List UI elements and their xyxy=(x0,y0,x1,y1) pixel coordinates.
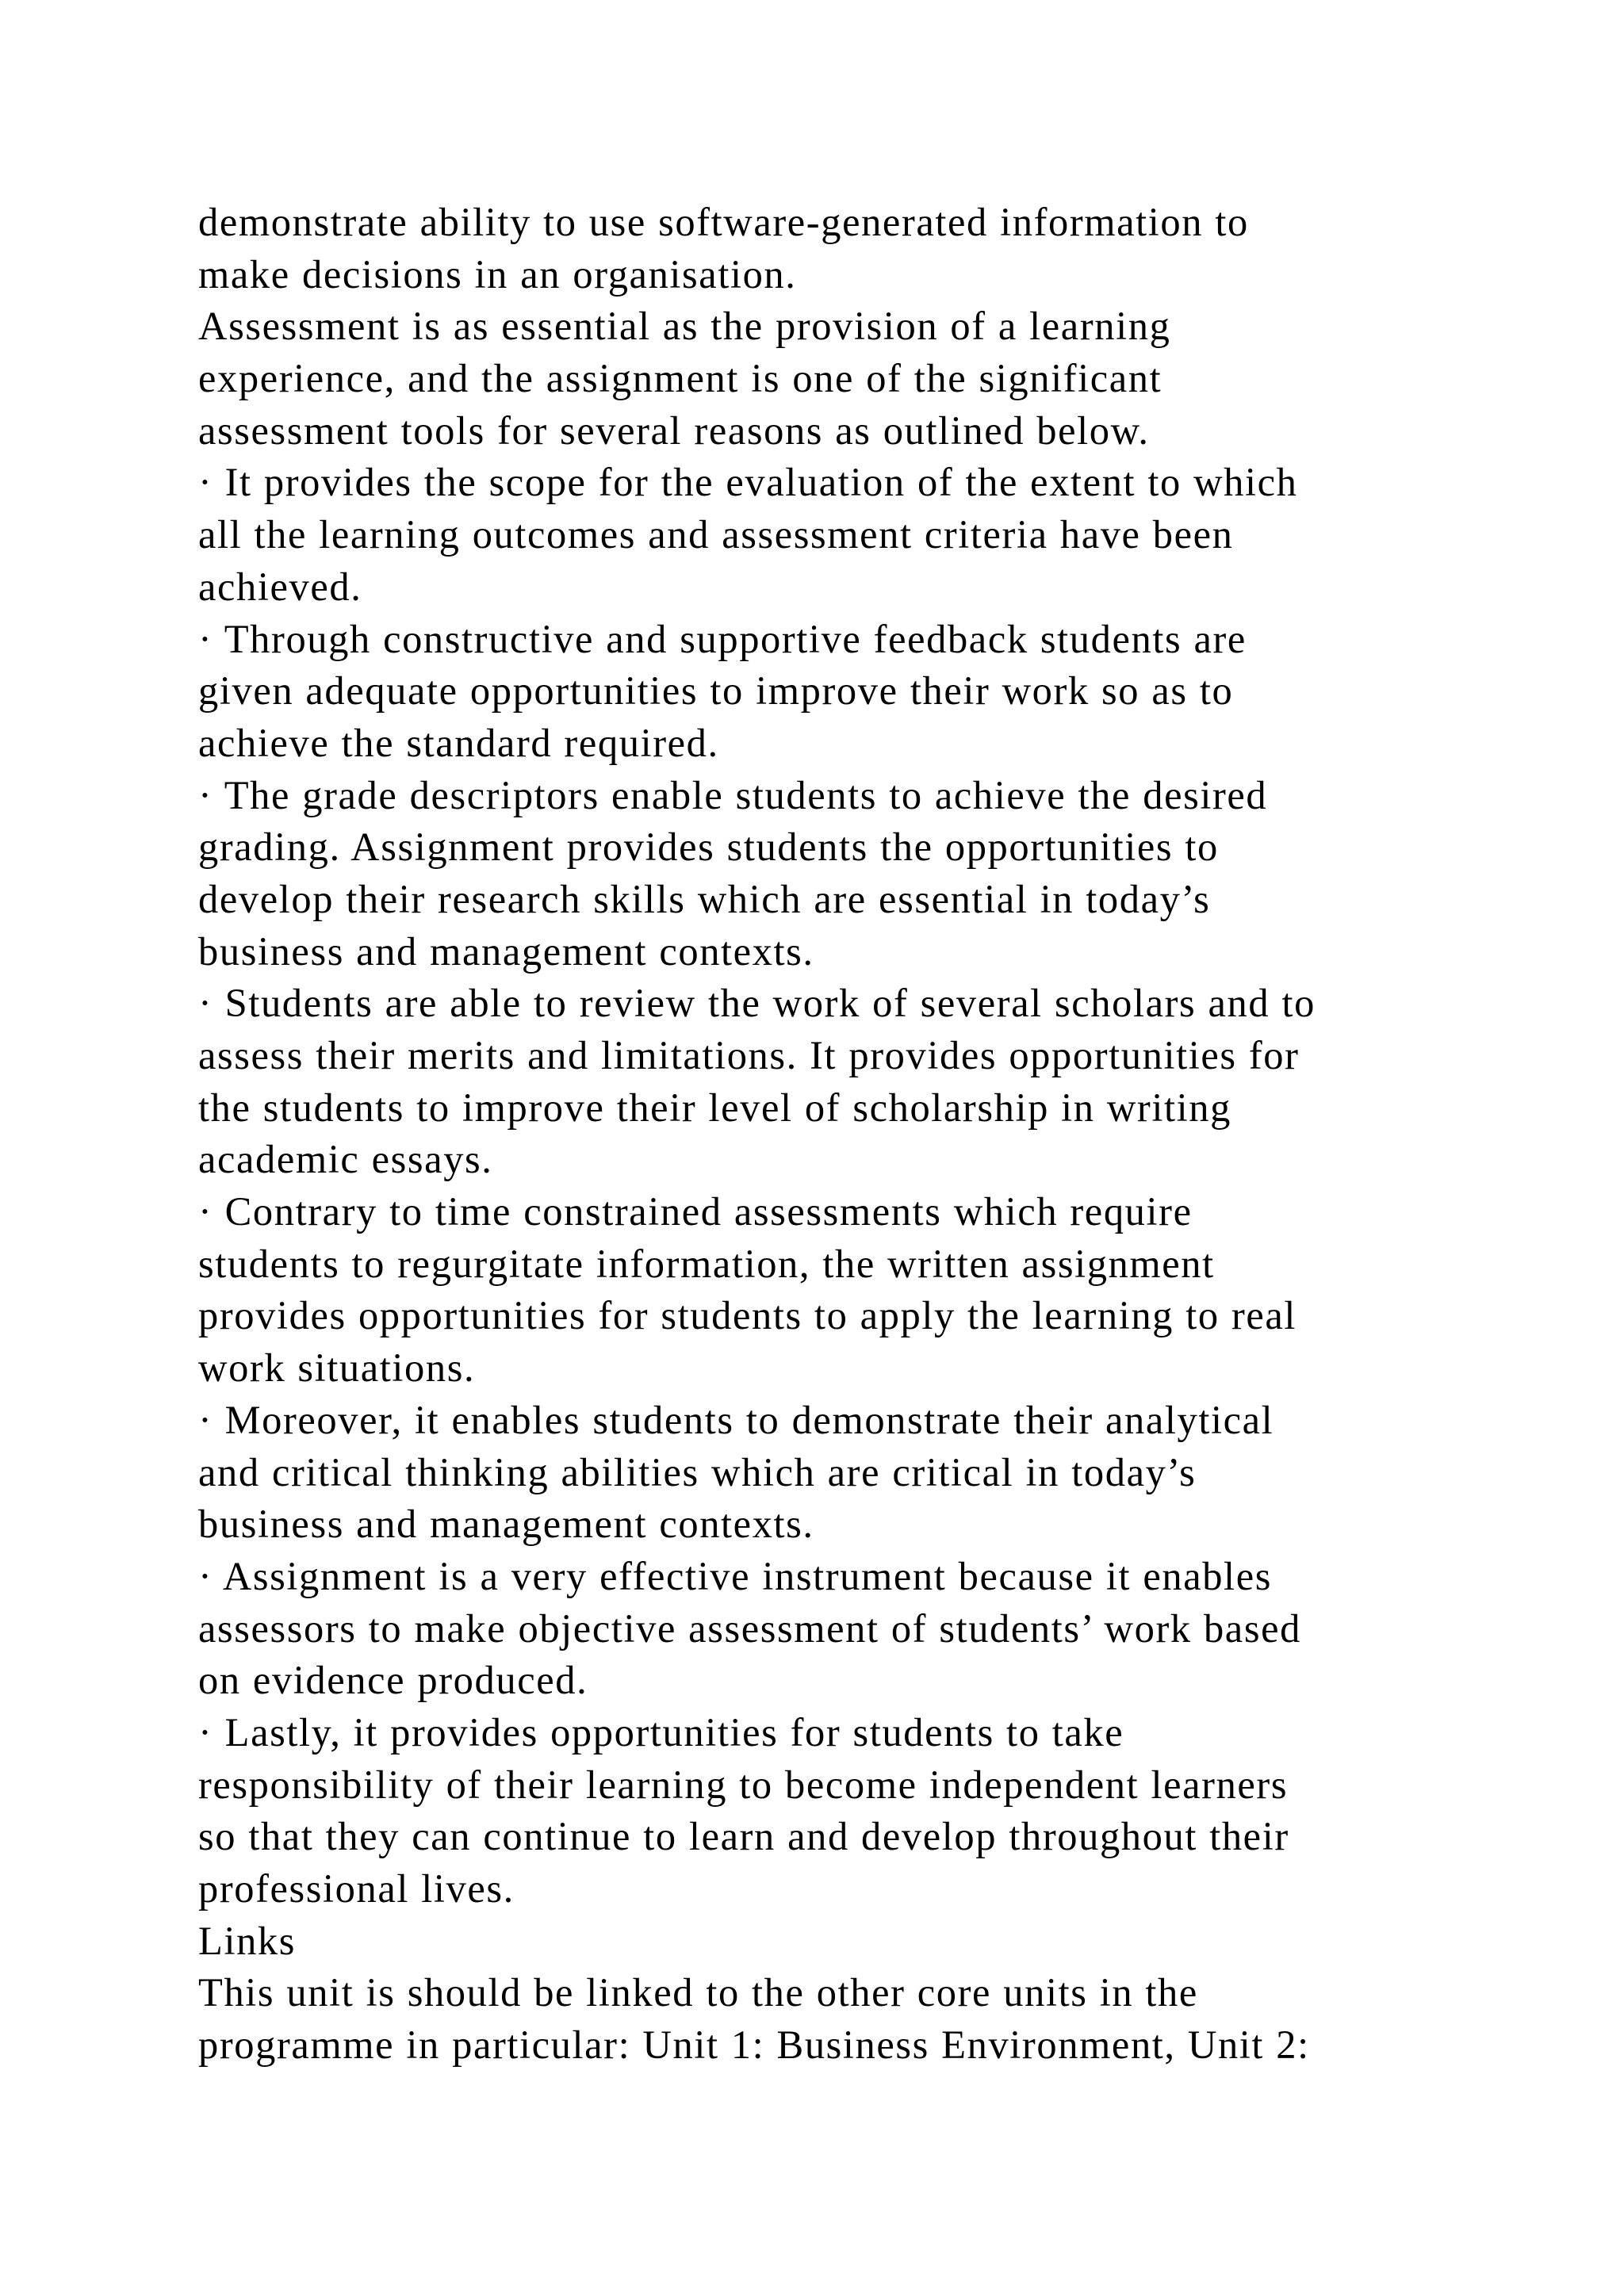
text-line: all the learning outcomes and assessment criteria have been xyxy=(198,512,1234,557)
text-line: students to regurgitate information, the written assignment xyxy=(198,1241,1215,1286)
text-line: responsibility of their learning to become independent learners xyxy=(198,1762,1289,1807)
text-line: · Assignment is a very effective instrument because it enables xyxy=(198,1553,1272,1598)
text-line: · Contrary to time constrained assessments which require xyxy=(198,1189,1193,1234)
text-line: make decisions in an organisation. xyxy=(198,251,797,297)
text-line: This unit is should be linked to the other core units in the xyxy=(198,1970,1198,2015)
section-heading-links: Links xyxy=(198,1918,297,1963)
text-line: Assessment is as essential as the provision of a learning xyxy=(198,304,1171,349)
text-line: experience, and the assignment is one of the significant xyxy=(198,356,1162,401)
text-line: · Lastly, it provides opportunities for students to take xyxy=(198,1709,1124,1755)
text-line: business and management contexts. xyxy=(198,928,814,974)
document-body xyxy=(198,197,1467,2072)
text-line: · Students are able to review the work of several scholars and to xyxy=(198,981,1316,1026)
text-line: demonstrate ability to use software-generated information to xyxy=(198,200,1249,244)
text-line: so that they can continue to learn and develop throughout their xyxy=(198,1814,1289,1859)
text-line: and critical thinking abilities which are critical in today’s xyxy=(198,1449,1197,1494)
text-line: assessment tools for several reasons as outlined below. xyxy=(198,408,1150,453)
text-line: achieve the standard required. xyxy=(198,720,719,765)
text-line: programme in particular: Unit 1: Business Environment, Unit 2: xyxy=(198,2022,1310,2068)
text-line: work situations. xyxy=(198,1345,476,1391)
text-line: given adequate opportunities to improve their work so as to xyxy=(198,668,1234,714)
text-line: professional lives. xyxy=(198,1866,515,1911)
text-line: grading. Assignment provides students the opportunities to xyxy=(198,825,1219,870)
text-line: business and management contexts. xyxy=(198,1502,814,1547)
text-line: · The grade descriptors enable students to achieve the desired xyxy=(198,772,1268,817)
text-line: · Through constructive and supportive feedback students are xyxy=(198,616,1247,661)
text-line: the students to improve their level of scholarship in writing xyxy=(198,1085,1231,1130)
text-line: assessors to make objective assessment of students’ work based xyxy=(198,1605,1301,1651)
text-line: on evidence produced. xyxy=(198,1658,588,1703)
text-line: · Moreover, it enables students to demonstrate their analytical xyxy=(198,1397,1274,1442)
text-line: assess their merits and limitations. It provides opportunities for xyxy=(198,1033,1300,1077)
text-line: provides opportunities for students to apply the learning to real xyxy=(198,1293,1297,1338)
text-line: · It provides the scope for the evaluation of the extent to which xyxy=(198,460,1298,505)
text-line: achieved. xyxy=(198,564,362,609)
text-line: academic essays. xyxy=(198,1137,493,1182)
text-line: develop their research skills which are essential in today’s xyxy=(198,876,1211,921)
